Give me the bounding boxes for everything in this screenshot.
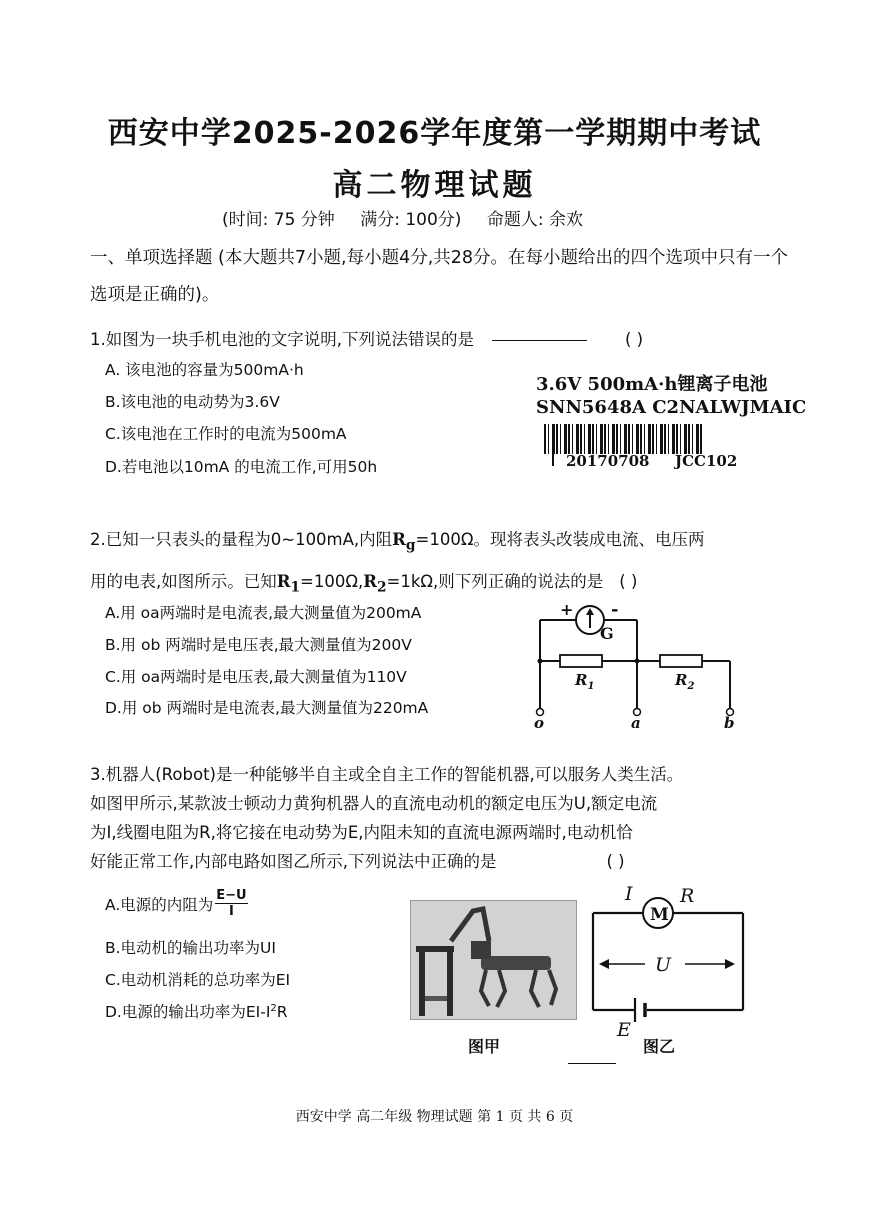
motor-label: M xyxy=(650,905,669,925)
galvanometer-plus: + xyxy=(560,600,574,619)
battery-label-line1: 3.6V 500mA·h锂离子电池 xyxy=(536,374,768,395)
resistance-label: R xyxy=(680,885,695,907)
battery-date: 20170708 xyxy=(566,452,650,470)
q1-option-a: A. 该电池的容量为500mA·h xyxy=(105,361,304,379)
r1-sub: 1 xyxy=(587,681,595,692)
q2-option-d: D.用 ob 两端时是电流表,最大测量值为220mA xyxy=(105,699,429,717)
q2-answer-paren: ( ) xyxy=(619,572,638,591)
q3-line-4-text: 好能正常工作,内部电路如图乙所示,下列说法中正确的是 xyxy=(90,852,497,871)
barcode-tail xyxy=(552,446,554,466)
q2-option-c: C.用 oa两端时是电压表,最大测量值为110V xyxy=(105,668,407,686)
q2-rg-sub: g xyxy=(405,537,416,554)
q3-line-1: 3.机器人(Robot)是一种能够半自主或全自主工作的智能机器,可以服务人类生活。 xyxy=(90,765,684,784)
exam-score: 满分: 100分) xyxy=(360,210,462,230)
q1-option-c: C.该电池在工作时的电流为500mA xyxy=(105,425,347,443)
q3-option-a-fraction xyxy=(215,888,247,919)
exam-title: 西安中学2025-2026学年度第一学期期中考试 xyxy=(107,116,762,151)
barcode-icon xyxy=(544,424,704,454)
q3-option-b: B.电动机的输出功率为UI xyxy=(105,939,276,957)
terminal-a-label: a xyxy=(631,714,641,730)
robot-dog-icon xyxy=(411,901,576,1019)
r2-sub: 2 xyxy=(687,681,695,692)
exam-author: 命题人: 余欢 xyxy=(486,210,583,230)
q3-option-a xyxy=(105,888,248,919)
q2-stem-line2 xyxy=(90,568,790,595)
exam-time: (时间: 75 分钟 xyxy=(222,210,335,230)
resistor-r2-icon xyxy=(660,655,702,667)
exam-meta xyxy=(222,205,603,230)
battery-code: JCC102 xyxy=(675,452,738,470)
current-label: I xyxy=(625,883,633,905)
q2-stem-part-a: 2.已知一只表头的量程为0~100mA,内阻 xyxy=(90,530,393,549)
galvanometer-label: G xyxy=(600,624,614,643)
q2-r2 xyxy=(363,572,387,596)
r1-label xyxy=(574,671,594,692)
q3-option-d xyxy=(105,1000,288,1022)
q3-option-d-text: D.电源的输出功率为EI-I xyxy=(105,1003,271,1021)
q3-line-4 xyxy=(90,847,790,876)
terminal-o-label: o xyxy=(534,714,545,730)
terminal-b-label: b xyxy=(724,714,735,730)
q2-rg xyxy=(392,530,416,554)
q1-stem xyxy=(90,326,790,350)
q3-line-3: 为I,线圈电阻为R,将它接在电动势为E,内阻未知的直流电源两端时,电动机恰 xyxy=(90,823,633,842)
answer-blank-line xyxy=(568,1063,616,1064)
q2-stem-part-b: =100Ω。现将表头改装成电流、电压两 xyxy=(415,530,705,549)
emf-label: E xyxy=(617,1019,631,1040)
voltage-label: U xyxy=(655,954,672,976)
resistor-r1-icon xyxy=(560,655,602,667)
battery-label-line2: SNN5648A C2NALWJMAIC xyxy=(536,397,807,418)
q2-r1 xyxy=(276,572,301,596)
q3-option-a-text: A.电源的内阻为 xyxy=(105,895,214,914)
r2-label xyxy=(674,671,694,692)
exam-subtitle: 高二物理试题 xyxy=(332,168,537,203)
figure-b-caption: 图乙 xyxy=(643,1037,676,1056)
q2-r1-sub: 1 xyxy=(290,579,301,596)
q2-r1-symbol: R xyxy=(276,572,291,591)
q2-stem-line1 xyxy=(90,526,790,553)
q2-r2-symbol: R xyxy=(363,572,377,591)
q3-fraction-denominator: I xyxy=(229,904,234,919)
q1-answer-paren: ( ) xyxy=(625,330,644,349)
q2-rg-symbol: R xyxy=(392,530,406,549)
q2-line2-part-c: =1kΩ,则下列正确的说法的是 xyxy=(386,572,604,591)
robot-photo xyxy=(410,900,577,1020)
q2-line2-part-b: =100Ω, xyxy=(300,572,364,591)
motor-circuit-diagram xyxy=(585,880,755,1040)
section-heading: 一、单项选择题 (本大题共7小题,每小题4分,共28分。在每小题给出的四个选项中只有一个选项是正确的)。 xyxy=(90,248,789,305)
q2-option-b: B.用 ob 两端时是电压表,最大测量值为200V xyxy=(105,636,412,654)
q3-stem xyxy=(90,760,790,876)
galvanometer-minus: - xyxy=(611,599,619,620)
r1-symbol: R xyxy=(575,671,588,689)
q1-stem-text: 1.如图为一块手机电池的文字说明,下列说法错误的是 xyxy=(90,330,474,349)
q1-option-b: B.该电池的电动势为3.6V xyxy=(105,393,280,411)
q3-fraction-numerator: E−U xyxy=(216,888,247,903)
q2-option-a: A.用 oa两端时是电流表,最大测量值为200mA xyxy=(105,604,422,622)
q1-answer-blank xyxy=(492,340,587,341)
q2-circuit-diagram xyxy=(525,595,755,730)
q3-option-d-suffix: R xyxy=(276,1003,288,1021)
q3-option-c: C.电动机消耗的总功率为EI xyxy=(105,971,291,989)
q1-option-d: D.若电池以10mA 的电流工作,可用50h xyxy=(105,458,378,476)
q3-line-2: 如图甲所示,某款波士顿动力黄狗机器人的直流电动机的额定电压为U,额定电流 xyxy=(90,794,658,813)
page-footer: 西安中学 高二年级 物理试题 第 1 页 共 6 页 xyxy=(295,1109,574,1125)
q3-answer-paren: ( ) xyxy=(606,852,625,871)
figure-a-caption: 图甲 xyxy=(468,1037,501,1056)
r2-symbol: R xyxy=(675,671,688,689)
q2-line2-part-a: 用的电表,如图所示。已知 xyxy=(90,572,277,591)
q2-r2-sub: 2 xyxy=(376,579,387,596)
q3-option-d-sup: 2 xyxy=(270,1002,277,1014)
